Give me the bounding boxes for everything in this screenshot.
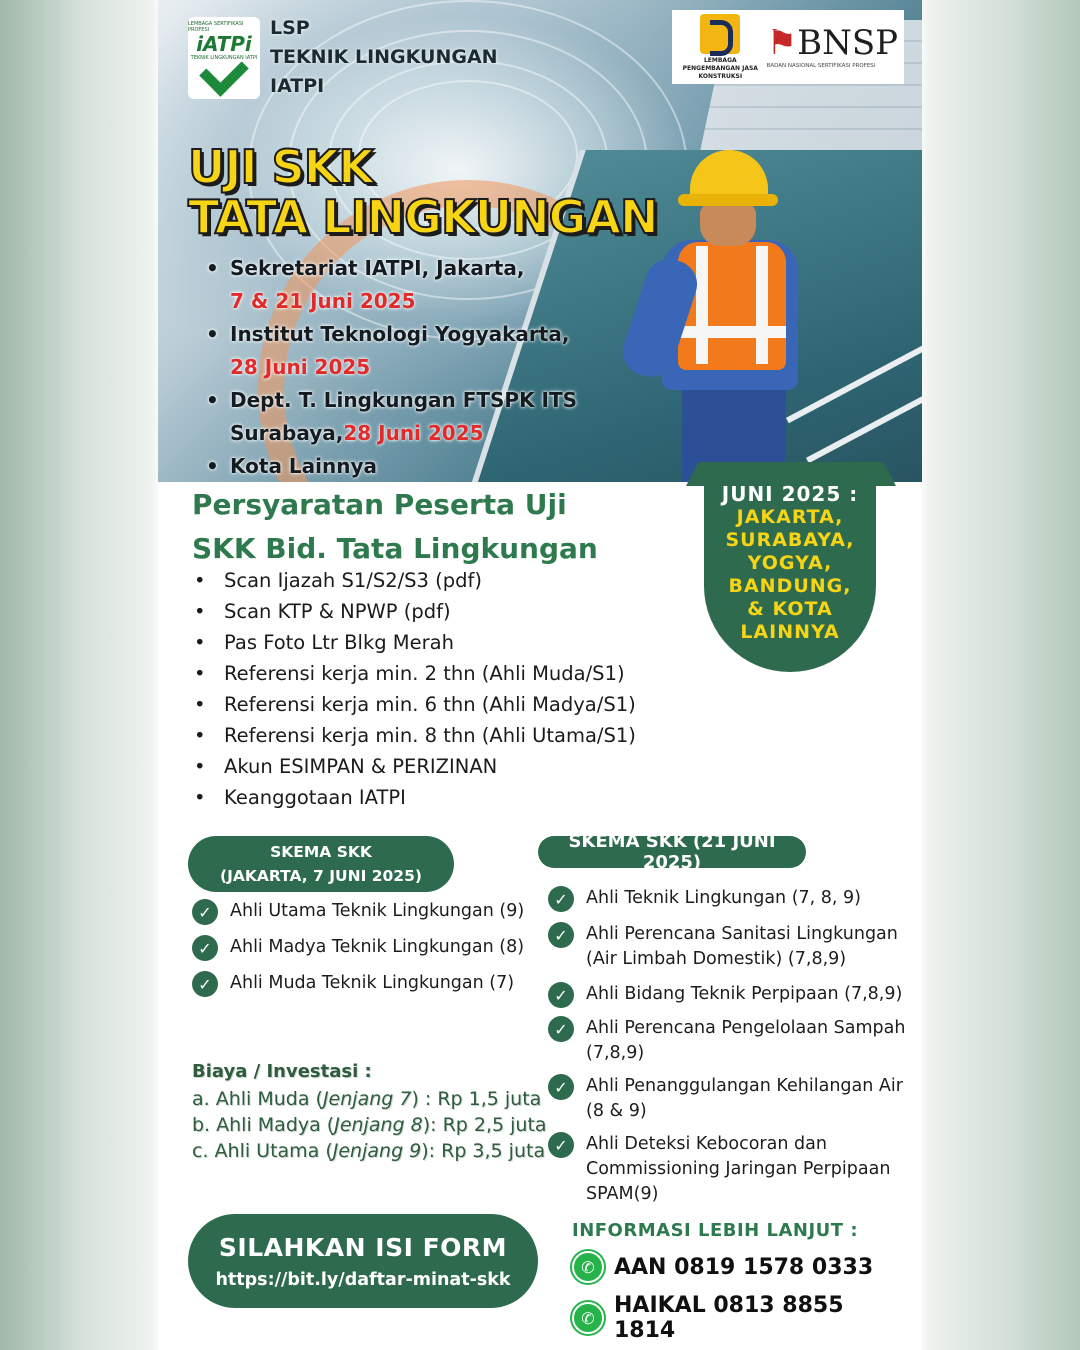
list-item: • Keanggotaan IATPI [194,786,406,809]
check-circle-icon: ✓ [192,935,218,961]
scheme-left-list [192,899,552,1007]
requirements-title-line: Persyaratan Peserta Uji [192,488,567,521]
bnsp-title [767,25,898,61]
date-badge [704,470,876,672]
worker-illustration [638,150,838,482]
date-badge-city: SURABAYA, [725,529,855,551]
vest-stripe [756,246,768,364]
registration-form-button[interactable] [188,1214,538,1308]
location-date: 28 Juni 2025 [230,355,371,379]
lsp-line: TEKNIK LINGKUNGAN [270,46,498,68]
scheme-left-title-line: SKEMA SKK [270,843,372,861]
hero-banner [158,0,922,482]
vest-stripe [696,246,708,364]
location-date-row [206,417,626,450]
headline-line-1: UJI SKK [188,140,374,194]
requirements-title-line: SKK Bid. Tata Lingkungan [192,532,598,565]
date-badge-city: BANDUNG, [728,575,852,597]
list-item: • Referensi kerja min. 8 thn (Ahli Utama/S1) [194,724,636,747]
check-circle-icon: ✓ [192,971,218,997]
bnsp-logo [763,25,898,69]
contact-title: INFORMASI LEBIH LANJUT : [572,1220,859,1241]
lsp-name [270,14,498,101]
location-date: 28 Juni 2025 [343,421,484,445]
lsp-line: IATPI [270,75,325,97]
list-item: ✓ Ahli Bidang Teknik Perpipaan (7,8,9) [548,982,908,1008]
contact-row[interactable] [572,1251,902,1283]
location-date-row [206,285,626,318]
check-circle-icon: ✓ [548,922,574,948]
location-place: Kota Lainnya [230,454,378,478]
check-circle-icon: ✓ [548,1074,574,1100]
cost-item: c. Ahli Utama (Jenjang 9): Rp 3,5 juta [192,1140,546,1162]
list-item: • Akun ESIMPAN & PERIZINAN [194,755,498,778]
check-circle-icon: ✓ [548,1132,574,1158]
list-item: ✓ Ahli Madya Teknik Lingkungan (8) [192,935,552,961]
cost-item: a. Ahli Muda (Jenjang 7) : Rp 1,5 juta [192,1088,542,1110]
bullet: • [206,454,219,478]
location-date-row [206,351,626,384]
iatpi-badge [188,17,260,99]
location-place: Sekretariat IATPI, Jakarta, [230,256,525,280]
pu-emblem-icon [700,14,740,54]
whatsapp-icon: ✆ [572,1302,604,1334]
date-badge-city: LAINNYA [740,621,840,643]
list-item: • Pas Foto Ltr Blkg Merah [194,631,454,654]
scheme-right-title: SKEMA SKK (21 JUNI 2025) [538,836,806,868]
check-circle-icon: ✓ [548,1016,574,1042]
list-item: ✓ Ahli Muda Teknik Lingkungan (7) [192,971,552,997]
location-item [206,252,626,285]
list-item: ✓ Ahli Utama Teknik Lingkungan (9) [192,899,552,925]
lsp-logo [188,14,498,101]
scheme-left-title-line: (JAKARTA, 7 JUNI 2025) [220,867,422,885]
requirements-list [194,565,694,813]
whatsapp-icon: ✆ [572,1251,604,1283]
bullet: • [206,322,219,346]
date-badge-title: JUNI 2025 : [721,482,859,506]
cost-title: Biaya / Investasi : [192,1061,372,1082]
worker-head [700,204,756,246]
location-place: Institut Teknologi Yogyakarta, [230,322,570,346]
form-link[interactable]: https://bit.ly/daftar-minat-skk [215,1269,511,1290]
cost-item: b. Ahli Madya (Jenjang 8): Rp 2,5 juta [192,1114,547,1136]
location-place: Dept. T. Lingkungan FTSPK ITS [230,388,578,412]
contact-row[interactable] [572,1293,902,1343]
cta-label: SILAHKAN ISI FORM [218,1232,508,1262]
location-item [206,318,626,351]
headline-line-2: TATA LINGKUNGAN [188,190,658,244]
cost-section [192,1058,552,1164]
safety-vest [678,242,786,370]
location-place-cont: Surabaya, [230,421,344,445]
lsp-line: LSP [270,17,310,39]
check-circle-icon: ✓ [548,886,574,912]
scheme-left-title [188,836,454,892]
list-item: ✓ Ahli Deteksi Kebocoran dan Commissioning Jaringan Perpipaan SPAM(9) [548,1132,908,1207]
partner-logos [672,10,904,84]
scheme-right-list [548,886,908,1207]
contact-info [572,1220,902,1343]
date-badge-city: & KOTA [747,598,833,620]
list-item: • Scan KTP & NPWP (pdf) [194,600,451,623]
hard-hat-brim [678,194,778,206]
location-item [206,384,626,417]
requirements-title [192,483,672,571]
bnsp-title-text: BNSP [797,23,898,63]
list-item: • Scan Ijazah S1/S2/S3 (pdf) [194,569,482,592]
list-item: • Referensi kerja min. 6 thn (Ahli Madya/S1) [194,693,636,716]
location-list [206,252,626,482]
list-item: • Referensi kerja min. 2 thn (Ahli Muda/S1) [194,662,625,685]
date-badge-city: YOGYA, [747,552,833,574]
list-item: ✓ Ahli Teknik Lingkungan (7, 8, 9) [548,886,908,912]
badge-caption: TEKNIK LINGKUNGAN IATPI [190,54,258,61]
vest-stripe [678,326,786,338]
badge-small-text: LEMBAGA SERTIFIKASI PROFESI [188,20,244,33]
list-item: ✓ Ahli Perencana Sanitasi Lingkungan (Air Limbah Domestik) (7,8,9) [548,922,908,972]
contact-number: HAIKAL 0813 8855 1814 [614,1293,844,1343]
location-date: 7 & 21 Juni 2025 [230,289,416,313]
bullet: • [206,256,219,280]
date-badge-city: JAKARTA, [736,506,844,528]
contact-number: AAN 0819 1578 0333 [614,1254,874,1280]
pu-logo [678,14,763,81]
bnsp-mark-icon: ⚑ [766,23,798,63]
bnsp-subtitle: BADAN NASIONAL SERTIFIKASI PROFESI [766,63,876,69]
bullet: • [206,388,219,412]
list-item: ✓ Ahli Perencana Pengelolaan Sampah (7,8,9) [548,1016,908,1066]
poster [158,0,922,1350]
check-circle-icon: ✓ [548,982,574,1008]
pu-text: LEMBAGA PENGEMBANGAN JASA KONSTRUKSI [682,56,758,80]
location-item [206,450,626,482]
list-item: ✓ Ahli Penanggulangan Kehilangan Air (8 & 9) [548,1074,908,1124]
check-circle-icon: ✓ [192,899,218,925]
badge-name: iATPi [196,31,252,56]
